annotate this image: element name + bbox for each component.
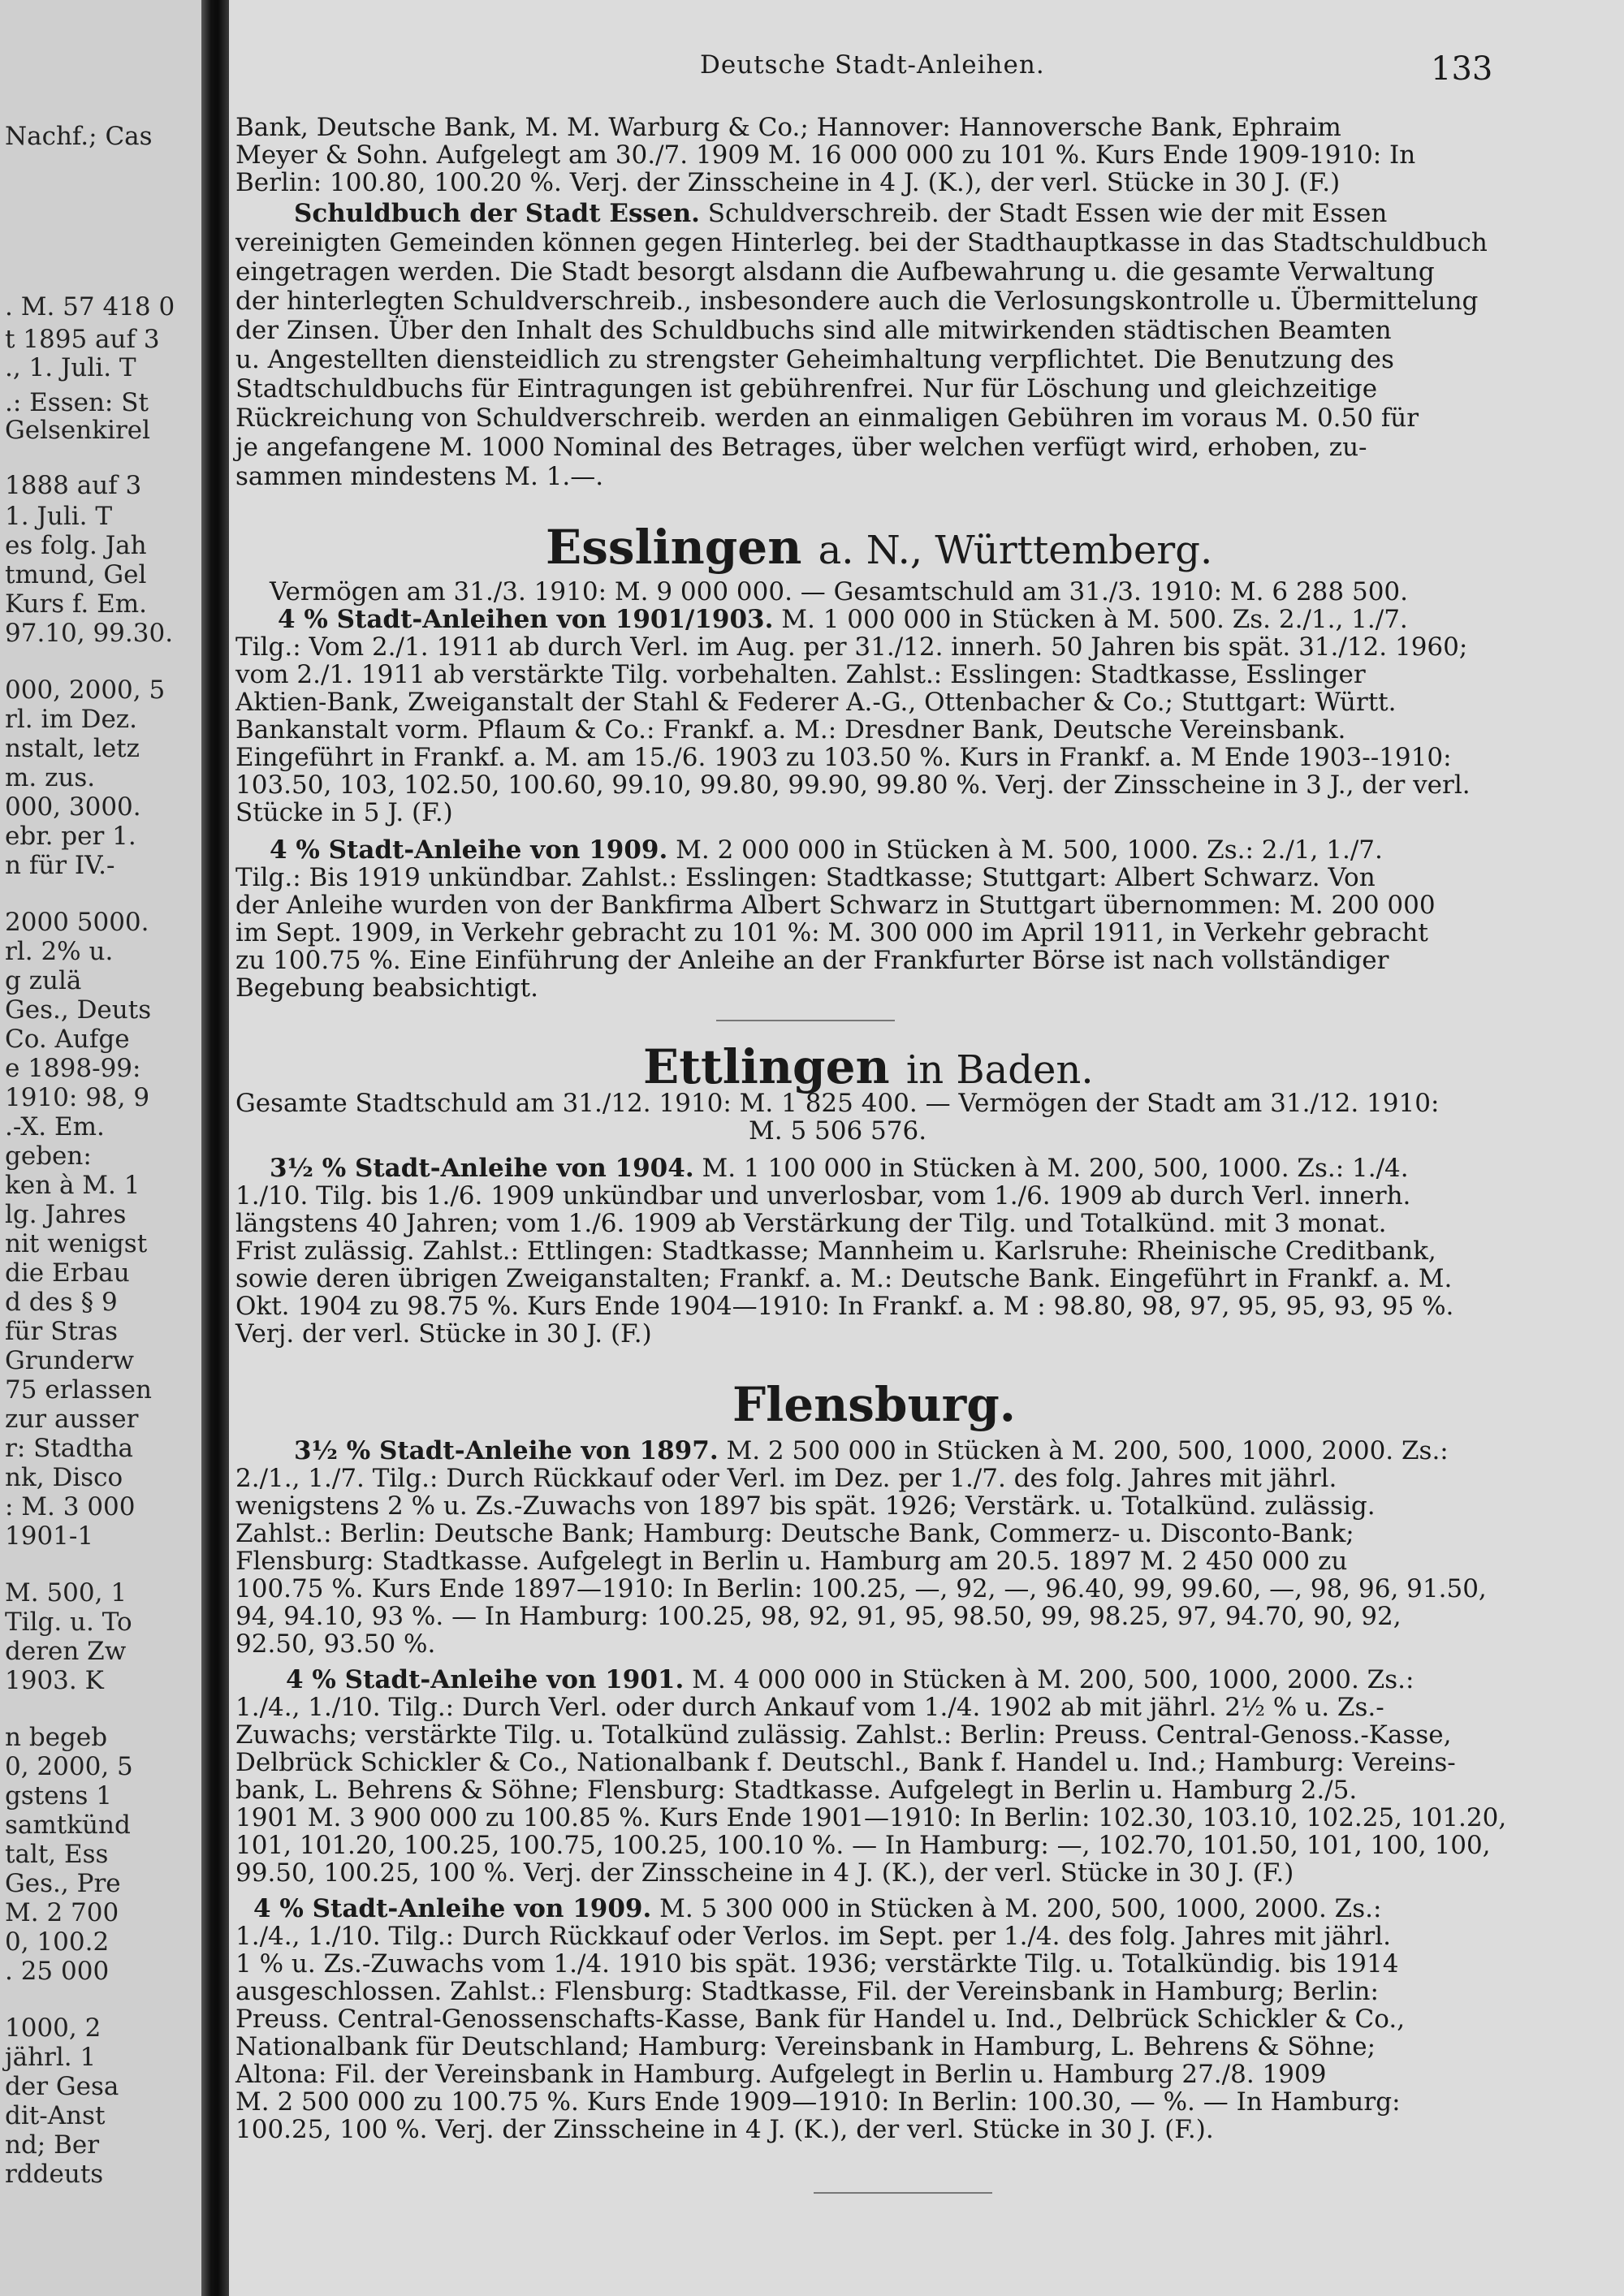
section-heading: Ettlingen in Baden. [643,1039,1094,1094]
text-line: je angefangene M. 1000 Nominal des Betrages, über welchen verfügt wird, erhoben, zu- [235,433,1367,462]
page-number: 133 [1431,50,1493,88]
margin-fragment: rl. im Dez. [5,705,137,734]
text-line: Meyer & Sohn. Aufgelegt am 30./7. 1909 M. 16 000 000 zu 101 %. Kurs Ende 1909-1910: In [235,140,1416,170]
text-line: M. 2 000 000 in Stücken à M. 500, 1000. Zs.: 2./1, 1./7. [676,835,1383,865]
text-line: Gesamte Stadtschuld am 31./12. 1910: M. 1 825 400. — Vermögen der Stadt am 31./12. 1910: [235,1089,1440,1118]
margin-fragment: 1. Juli. T [5,502,113,531]
text-line: 100.75 %. Kurs Ende 1897—1910: In Berlin: 100.25, —, 92, —, 96.40, 99, 99.60, —, 98, 96, 91.50, [235,1574,1487,1603]
text-line: Bankanstalt vorm. Pflaum & Co.: Frankf. a. M.: Dresdner Bank, Deutsche Vereinsbank. [235,715,1346,744]
margin-fragment: talt, Ess [5,1840,109,1869]
book-gutter [201,0,229,2296]
margin-fragment: nit wenigst [5,1229,148,1258]
margin-fragment: nstalt, letz [5,734,140,763]
text-line: Flensburg: Stadtkasse. Aufgelegt in Berlin u. Hamburg am 20.5. 1897 M. 2 450 000 zu [235,1547,1348,1576]
margin-fragment: samtkünd [5,1810,131,1840]
text-line: Rückreichung von Schuldverschreib. werden an einmaligen Gebühren im voraus M. 0.50 für [235,404,1419,433]
loan-title: 3½ % Stadt-Anleihe von 1904. [270,1154,694,1183]
margin-fragment: es folg. Jah [5,531,147,560]
section-heading: Esslingen a. N., Württemberg. [546,520,1213,575]
text-line: M. 2 500 000 zu 100.75 %. Kurs Ende 1909—1910: In Berlin: 100.30, — %. — In Hamburg: [235,2087,1401,2117]
text-line: 1./10. Tilg. bis 1./6. 1909 unkündbar und unverlosbar, vom 1./6. 1909 ab durch Verl. innerh. [235,1181,1411,1211]
section-divider [814,2192,992,2194]
text-line: M. 1 000 000 in Stücken à M. 500. Zs. 2./1., 1./7. [781,605,1408,634]
margin-fragment: .: Essen: St [5,388,149,417]
margin-fragment: t 1895 auf 3 [5,325,160,354]
margin-fragment: 1901-1 [5,1521,94,1551]
margin-fragment: m. zus. [5,763,96,792]
text-line: eingetragen werden. Die Stadt besorgt alsdann die Aufbewahrung u. die gesamte Verwaltung [235,257,1435,287]
section-divider [716,1020,895,1021]
margin-fragment: Kurs f. Em. [5,589,147,619]
loan-title: 4 % Stadt-Anleihe von 1909. [253,1894,652,1923]
margin-fragment: M. 500, 1 [5,1578,127,1608]
margin-fragment: 1910: 98, 9 [5,1083,150,1112]
margin-fragment: Gelsenkirel [5,416,151,445]
schuldbuch-title: Schuldbuch der Stadt Essen. [294,199,700,228]
text-line: vom 2./1. 1911 ab verstärkte Tilg. vorbehalten. Zahlst.: Esslingen: Stadtkasse, Esslinger [235,660,1366,689]
margin-fragment: Co. Aufge [5,1025,130,1054]
margin-fragment: deren Zw [5,1637,127,1666]
text-line: M. 1 100 000 in Stücken à M. 200, 500, 1000. Zs.: 1./4. [702,1154,1409,1183]
margin-fragment: Grunderw [5,1346,135,1375]
margin-fragment: : M. 3 000 [5,1492,136,1521]
margin-fragment: Tilg. u. To [5,1608,132,1637]
loan-title: 3½ % Stadt-Anleihe von 1897. [294,1436,719,1465]
text-line: 99.50, 100.25, 100 %. Verj. der Zinsscheine in 4 J. (K.), der verl. Stücke in 30 J. (F.) [235,1858,1294,1888]
text-line: Schuldverschreib. der Stadt Essen wie der mit Essen [707,199,1388,228]
page [229,0,1624,2296]
text-line: wenigstens 2 % u. Zs.-Zuwachs von 1897 bis spät. 1926; Verstärk. u. Totalkünd. zulässig. [235,1491,1376,1521]
margin-fragment: rddeuts [5,2160,104,2189]
text-line: sowie deren übrigen Zweiganstalten; Frankf. a. M.: Deutsche Bank. Eingeführt in Frankf. a. M. [235,1264,1453,1293]
margin-fragment: r: Stadtha [5,1434,134,1463]
text-line: Berlin: 100.80, 100.20 %. Verj. der Zinsscheine in 4 J. (K.), der verl. Stücke in 30 J. (F.) [235,168,1341,197]
text-line: 92.50, 93.50 %. [235,1629,436,1659]
margin-fragment: 1888 auf 3 [5,471,142,500]
text-line: 94, 94.10, 93 %. — In Hamburg: 100.25, 98, 92, 91, 95, 98.50, 99, 98.25, 97, 94.70, 90, 92, [235,1602,1402,1631]
text-line: 1./4., 1./10. Tilg.: Durch Verl. oder durch Ankauf vom 1./4. 1902 ab mit jährl. 2½ % u. Zs.- [235,1693,1384,1722]
margin-fragment: g zulä [5,966,82,995]
text-line: bank, L. Behrens & Söhne; Flensburg: Stadtkasse. Aufgelegt in Berlin u. Hamburg 2./5. [235,1776,1358,1805]
margin-fragment: rl. 2% u. [5,937,114,966]
margin-fragment: nd; Ber [5,2130,100,2160]
margin-fragment: gstens 1 [5,1781,113,1810]
text-line: Altona: Fil. der Vereinsbank in Hamburg. Aufgelegt in Berlin u. Hamburg 27./8. 1909 [235,2060,1327,2089]
text-line: M. 5 300 000 in Stücken à M. 200, 500, 1000, 2000. Zs.: [659,1894,1382,1923]
margin-fragment: geben: [5,1142,92,1171]
text-line: 2./1., 1./7. Tilg.: Durch Rückkauf oder Verl. im Dez. per 1./7. des folg. Jahres mit jährl. [235,1464,1337,1493]
margin-fragment: 2000 5000. [5,908,149,937]
margin-fragment: . 25 000 [5,1957,110,1986]
running-title: Deutsche Stadt-Anleihen. [700,50,1045,80]
text-line: Eingeführt in Frankf. a. M. am 15./6. 1903 zu 103.50 %. Kurs in Frankf. a. M Ende 1903--1910: [235,743,1452,772]
margin-fragment: Ges., Deuts [5,995,152,1025]
margin-fragment: jährl. 1 [5,2043,97,2072]
margin-fragment: n begeb [5,1723,108,1752]
text-line: Tilg.: Bis 1919 unkündbar. Zahlst.: Esslingen: Stadtkasse; Stuttgart: Albert Schwarz. Von [235,863,1376,892]
margin-fragment: M. 2 700 [5,1898,119,1927]
margin-fragment: ., 1. Juli. T [5,353,136,382]
margin-fragment: 1000, 2 [5,2013,102,2043]
text-line: 103.50, 103, 102.50, 100.60, 99.10, 99.80, 99.90, 99.80 %. Verj. der Zinsscheine in 3 J., der verl. [235,770,1471,800]
text-line: Aktien-Bank, Zweiganstalt der Stahl & Federer A.-G., Ottenbacher & Co.; Stuttgart: Württ. [235,688,1397,717]
margin-fragment: der Gesa [5,2072,119,2101]
text-line: im Sept. 1909, in Verkehr gebracht zu 101 %: M. 300 000 im April 1911, in Verkehr gebracht [235,918,1428,947]
margin-fragment: lg. Jahres [5,1200,127,1229]
section-heading: Flensburg. [732,1377,1016,1432]
text-line: Tilg.: Vom 2./1. 1911 ab durch Verl. im Aug. per 31./12. innerh. 50 Jahren bis spät. 31./12. 1960; [235,632,1468,662]
margin-fragment: 75 erlassen [5,1375,152,1405]
text-line: Verj. der verl. Stücke in 30 J. (F.) [235,1319,652,1349]
text-line: Stadtschuldbuchs für Eintragungen ist gebührenfrei. Nur für Löschung und gleichzeitige [235,374,1378,404]
margin-fragment: ebr. per 1. [5,822,136,851]
text-line: 1901 M. 3 900 000 zu 100.85 %. Kurs Ende 1901—1910: In Berlin: 102.30, 103.10, 102.25, 101.20, [235,1803,1507,1832]
margin-fragment: 0, 100.2 [5,1927,110,1957]
text-line: Frist zulässig. Zahlst.: Ettlingen: Stadtkasse; Mannheim u. Karlsruhe: Rheinische Creditbank, [235,1236,1436,1266]
text-line: vereinigten Gemeinden können gegen Hinterleg. bei der Stadthauptkasse in das Stadtschuldbuch [235,228,1488,257]
margin-fragment: Nachf.; Cas [5,122,153,151]
text-line: längstens 40 Jahren; vom 1./6. 1909 ab Verstärkung der Tilg. und Totalkünd. mit 3 monat. [235,1209,1387,1238]
text-line: Stücke in 5 J. (F.) [235,798,453,827]
previous-page-margin [0,0,201,2296]
text-line: M. 2 500 000 in Stücken à M. 200, 500, 1000, 2000. Zs.: [726,1436,1449,1465]
text-line: Zahlst.: Berlin: Deutsche Bank; Hamburg: Deutsche Bank, Commerz- u. Disconto-Bank; [235,1519,1354,1548]
margin-fragment: Ges., Pre [5,1869,121,1898]
margin-fragment: für Stras [5,1317,119,1346]
text-line: der Anleihe wurden von der Bankfirma Albert Schwarz in Stuttgart übernommen: M. 200 000 [235,891,1436,920]
text-line: Bank, Deutsche Bank, M. M. Warburg & Co.; Hannover: Hannoversche Bank, Ephraim [235,113,1341,142]
loan-title: 4 % Stadt-Anleihe von 1909. [270,835,668,865]
margin-fragment: 1903. K [5,1666,104,1695]
text-line: 1 % u. Zs.-Zuwachs vom 1./4. 1910 bis spät. 1936; verstärkte Tilg. u. Totalkündig. bis 1914 [235,1949,1399,1979]
text-line: der hinterlegten Schuldverschreib., insbesondere auch die Verlosungskontrolle u. Übermittelung [235,287,1479,316]
margin-fragment: . M. 57 418 0 [5,292,175,322]
loan-title: 4 % Stadt-Anleihe von 1901. [286,1665,685,1694]
text-line: Zuwachs; verstärkte Tilg. u. Totalkünd zulässig. Zahlst.: Berlin: Preuss. Central-Genoss.-Kasse, [235,1720,1452,1750]
text-line: zu 100.75 %. Eine Einführung der Anleihe an der Frankfurter Börse ist nach vollständiger [235,946,1389,975]
text-line: Preuss. Central-Genossenschafts-Kasse, Bank für Handel u. Ind., Delbrück Schickler & Co., [235,2005,1406,2034]
margin-fragment: ken à M. 1 [5,1171,140,1200]
margin-fragment: zur ausser [5,1405,139,1434]
text-line: Delbrück Schickler & Co., Nationalbank f. Deutschl., Bank f. Handel u. Ind.; Hamburg: Vereins- [235,1748,1456,1777]
loan-title: 4 % Stadt-Anleihen von 1901/1903. [278,605,774,634]
margin-fragment: nk, Disco [5,1463,123,1492]
margin-fragment: 0, 2000, 5 [5,1752,133,1781]
margin-fragment: 000, 2000, 5 [5,675,166,705]
margin-fragment: dit-Anst [5,2101,106,2130]
margin-fragment: .-X. Em. [5,1112,105,1142]
margin-fragment: d des § 9 [5,1288,118,1317]
margin-fragment: 000, 3000. [5,792,141,822]
text-line: Begebung beabsichtigt. [235,973,538,1003]
margin-fragment: tmund, Gel [5,560,147,589]
text-line: 100.25, 100 %. Verj. der Zinsscheine in 4 J. (K.), der verl. Stücke in 30 J. (F.). [235,2115,1214,2144]
margin-fragment: 97.10, 99.30. [5,619,174,648]
margin-fragment: e 1898-99: [5,1054,141,1083]
text-line: u. Angestellten dienstеidlich zu strengster Geheimhaltung verpflichtet. Die Benutzung des [235,345,1394,374]
text-line: M. 4 000 000 in Stücken à M. 200, 500, 1000, 2000. Zs.: [692,1665,1415,1694]
text-line: ausgeschlossen. Zahlst.: Flensburg: Stadtkasse, Fil. der Vereinsbank in Hamburg; Berlin: [235,1977,1379,2006]
text-line: Vermögen am 31./3. 1910: M. 9 000 000. — Gesamtschuld am 31./3. 1910: M. 6 288 500. [270,577,1408,606]
text-line: sammen mindestens M. 1.—. [235,462,604,491]
text-line: Okt. 1904 zu 98.75 %. Kurs Ende 1904—1910: In Frankf. a. M : 98.80, 98, 97, 95, 95, 93, 95 %. [235,1292,1454,1321]
margin-fragment: n für IV.- [5,851,115,880]
text-line: 101, 101.20, 100.25, 100.75, 100.25, 100.10 %. — In Hamburg: —, 102.70, 101.50, 101, 100, 100, [235,1831,1491,1860]
text-line: der Zinsen. Über den Inhalt des Schuldbuchs sind alle mitwirkenden städtischen Beamten [235,316,1392,345]
text-line: Nationalbank für Deutschland; Hamburg: Vereinsbank in Hamburg, L. Behrens & Söhne; [235,2032,1376,2061]
margin-fragment: die Erbau [5,1258,130,1288]
text-line: M. 5 506 576. [749,1116,927,1146]
text-line: 1./4., 1./10. Tilg.: Durch Rückkauf oder Verlos. im Sept. per 1./4. des folg. Jahres mit jährl. [235,1922,1391,1951]
